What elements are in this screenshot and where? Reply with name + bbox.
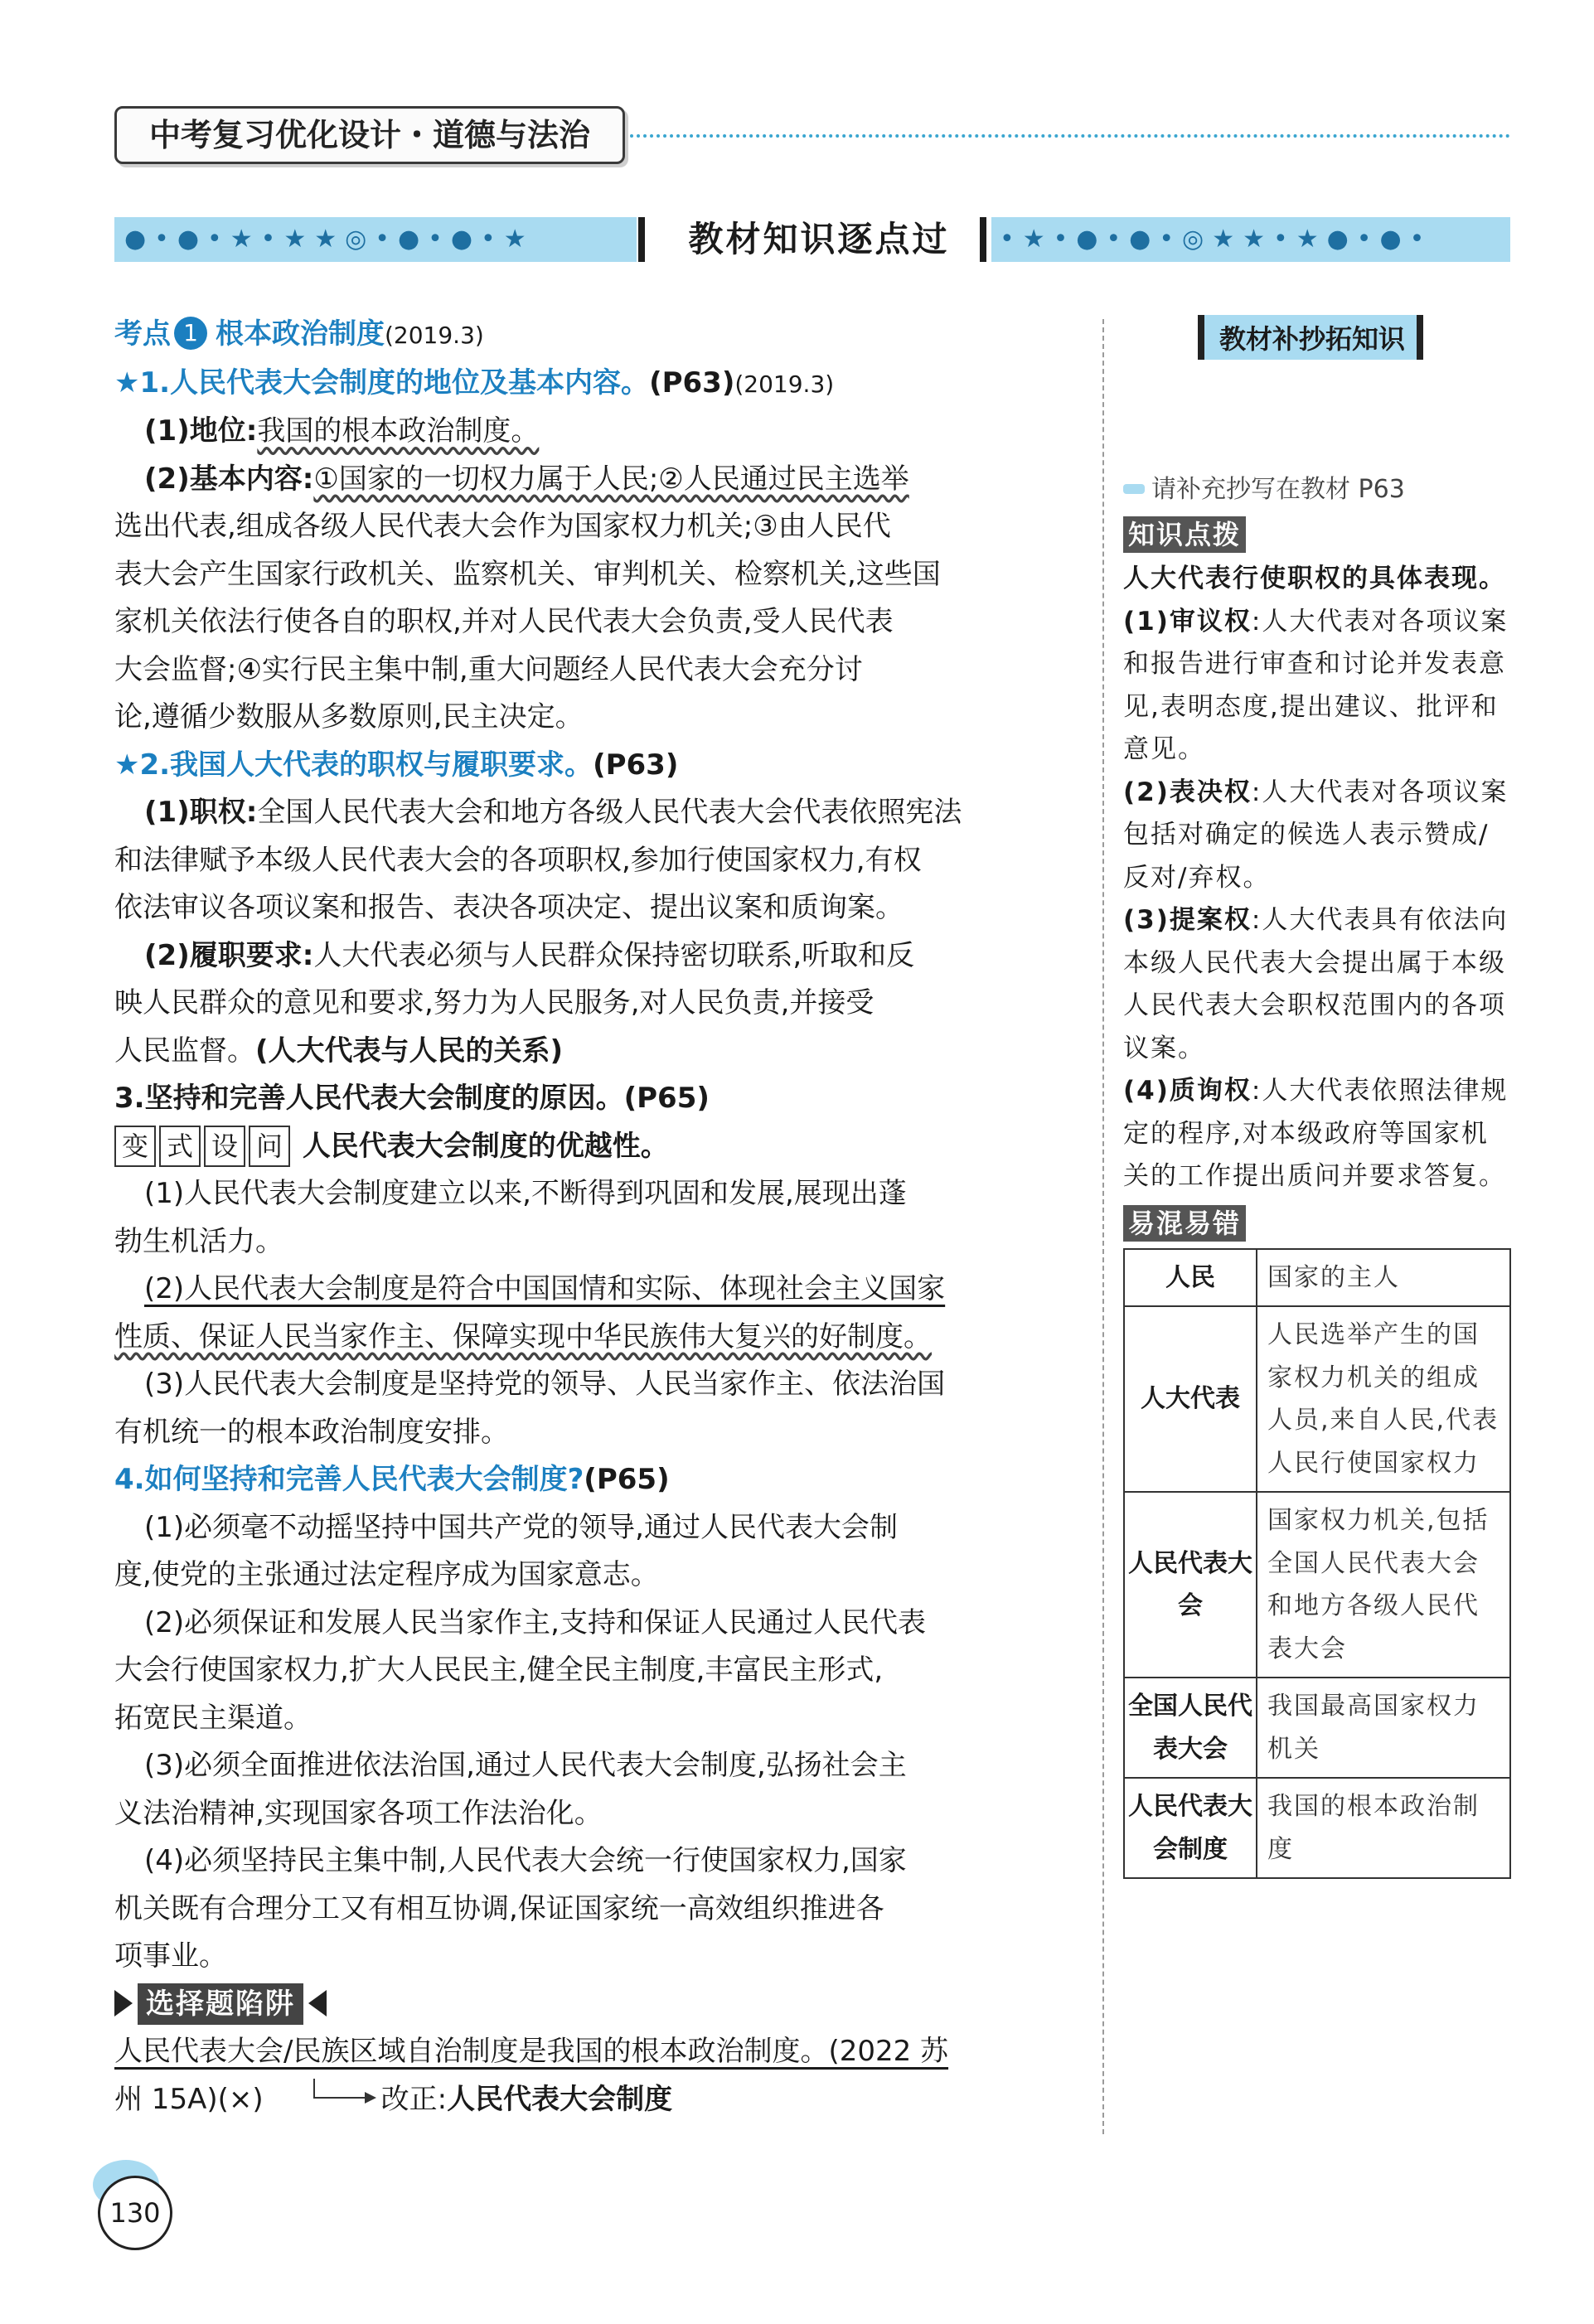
q4-point-2-line-1: (2)必须保证和发展人民当家作主,支持和保证人民通过人民代表 [144,1605,926,1639]
question-3-ref: (P65) [623,1082,710,1115]
table-value: 国家的主人 [1257,1249,1510,1307]
tip-item-text: :人大代表对各项议案和报告进行审查和讨论并发表意见,表明态度,提出建议、批评和意见。 [1123,606,1509,764]
q2-point-2-line-3-text: 人民监督。 [114,1034,255,1068]
q4-point-1-line-2: 度,使党的主张通过法定程序成为国家意志。 [114,1558,659,1591]
banner-decoration-right: •★•●•●•◎★★•★●•●• [991,217,1510,262]
question-1-year: (2019.3) [734,370,835,398]
topic-year: (2019.3) [385,322,484,349]
q2-point-1-text: 全国人民代表大会和地方各级人民代表大会代表依照宪法 [257,796,962,829]
q3-point-1-line-2: 勃生机活力。 [114,1224,283,1258]
q2-point-2-note: (人大代表与人民的关系) [255,1034,564,1068]
q2-point-2-line-1 [114,932,1084,980]
tip-item [1123,772,1513,900]
q2-point-1-line-2: 和法律赋予本级人民代表大会的各项职权,参加行使国家权力,有权 [114,843,922,877]
question-2-ref: (P63) [593,748,679,782]
tip-item-text: :人大代表依照法律规定的程序,对本级政府等国家机关的工作提出质问并要求答复。 [1123,1076,1509,1191]
side-column [1123,315,1513,1879]
table-row [1124,1306,1510,1492]
question-4-ref: (P65) [584,1463,670,1496]
main-column [114,311,1084,2123]
q2-point-2-line-3 [114,1028,1084,1076]
star-icon: ★ [114,748,140,782]
question-2-title: 2.我国人大代表的职权与履职要求。 [139,748,594,782]
pen-icon [1123,484,1145,494]
table-value: 我国最高国家权力机关 [1257,1678,1510,1778]
banner-bar-right [980,217,986,262]
header-dotted-rule [630,134,1510,138]
banner-decoration-left: ●•●•★•★★◎•●•●•★ [114,217,637,262]
table-key: 全国人民代表大会 [1124,1678,1257,1778]
q2-point-2-line-2: 映人民群众的意见和要求,努力为人民服务,对人民负责,并接受 [114,986,875,1019]
triangle-right-icon [114,1990,133,2017]
side-note-text: 请补充抄写在教材 P63 [1151,475,1405,504]
q1-point-1-text: 我国的根本政治制度。 [257,414,540,448]
tip-item-label: (1)审议权 [1123,606,1252,637]
trap-statement-line-1: 人民代表大会/民族区域自治制度是我国的根本政治制度。(2022 苏 [114,2035,949,2068]
tip-item [1123,899,1513,1070]
table-key: 人大代表 [1124,1306,1257,1492]
q3-point-2-line-2: 性质、保证人民当家作主、保障实现中华民族伟大复兴的好制度。 [114,1319,932,1353]
tip-item-text: :人大代表对各项议案包括对确定的候选人表示赞成/反对/弃权。 [1123,777,1509,893]
page-number: 130 [98,2176,172,2250]
table-row [1124,1678,1510,1778]
q1-point-2-line-1 [114,456,1084,504]
tip-item [1123,1070,1513,1198]
q4-point-2-line-3: 拓宽民主渠道。 [114,1701,312,1735]
question-2-heading [114,742,1084,790]
q4-point-4-line-2: 机关既有合理分工又有相互协调,保证国家统一高效组织推进各 [114,1891,884,1925]
table-key: 人民代表大会制度 [1124,1778,1257,1878]
confuse-tag: 易混易错 [1123,1205,1246,1242]
topic-name: 根本政治制度 [216,317,385,351]
variant-char: 式 [159,1126,201,1167]
q4-point-4-line-1: (4)必须坚持民主集中制,人民代表大会统一行使国家权力,国家 [144,1844,907,1877]
triangle-left-icon [308,1990,327,2017]
q1-point-2-line-2: 选出代表,组成各级人民代表大会作为国家权力机关;③由人民代 [114,510,891,543]
q1-point-2-label: (2)基本内容: [144,462,314,496]
correction-arrow-icon [313,2079,365,2099]
trap-source: 州 15A)(×) [114,2082,264,2116]
q1-point-2-line-3: 表大会产生国家行政机关、监察机关、审判机关、检察机关,这些国 [114,557,941,591]
variant-question-text: 人民代表大会制度的优越性。 [302,1129,669,1163]
q1-point-1 [114,408,1084,456]
tip-item-label: (3)提案权 [1123,905,1252,935]
tip-item-text: :人大代表具有依法向本级人民代表大会提出属于本级人民代表大会职权范围内的各项议案。 [1123,905,1509,1063]
q2-point-1-label: (1)职权: [144,796,258,829]
q3-point-3-line-2: 有机统一的根本政治制度安排。 [114,1415,509,1449]
question-1-ref: (P63) [649,366,735,399]
q2-point-2-text: 人大代表必须与人民群众保持密切联系,听取和反 [313,938,915,972]
tip-heading [1123,516,1513,553]
star-icon: ★ [114,366,140,399]
topic-number-badge: 1 [174,317,207,350]
q4-point-4-line-3: 项事业。 [114,1939,227,1973]
variant-char: 问 [249,1126,290,1167]
topic-heading [114,311,1084,360]
table-row [1124,1249,1510,1307]
question-4-title: 4.如何坚持和完善人民代表大会制度? [114,1463,584,1496]
confuse-heading [1123,1205,1513,1242]
variant-question [114,1123,1084,1171]
tip-tag: 知识点拨 [1123,516,1246,553]
q4-point-2-line-2: 大会行使国家权力,扩大人民民主,健全民主制度,丰富民主形式, [114,1653,884,1687]
correction-text: 人民代表大会制度 [447,2082,673,2116]
question-1-title: 1.人民代表大会制度的地位及基本内容。 [139,366,650,399]
banner-bar-left [638,217,645,262]
table-key: 人民代表大会 [1124,1492,1257,1678]
q1-point-1-label: (1)地位: [144,414,258,448]
q2-point-1-line-3: 依法审议各项议案和报告、表决各项决定、提出议案和质询案。 [114,891,904,924]
section-banner-title: 教材知识逐点过 [688,219,950,259]
q2-point-2-label: (2)履职要求: [144,938,314,972]
q2-point-1-line-1 [114,789,1084,837]
table-value: 我国的根本政治制度 [1257,1778,1510,1878]
trap-heading [114,1981,1084,2029]
column-divider [1102,319,1104,2134]
side-tag: 教材补抄拓知识 [1198,315,1423,360]
q1-point-2-line-5: 大会监督;④实行民主集中制,重大问题经人民代表大会充分讨 [114,652,863,686]
q1-point-2-text: ①国家的一切权力属于人民;②人民通过民主选举 [313,462,909,496]
tip-item-label: (2)表决权 [1123,777,1252,807]
table-value: 国家权力机关,包括全国人民代表大会和地方各级人民代表大会 [1257,1492,1510,1678]
question-3-heading [114,1075,1084,1123]
q4-point-3-line-1: (3)必须全面推进依法治国,通过人民代表大会制度,弘扬社会主 [144,1749,907,1782]
trap-tag: 选择题陷阱 [138,1983,303,2025]
q4-point-3-line-2: 义法治精神,实现国家各项工作法治化。 [114,1796,603,1830]
tip-item [1123,601,1513,772]
trap-statement-line-2 [114,2076,1084,2124]
table-row [1124,1778,1510,1878]
table-row [1124,1492,1510,1678]
q1-point-2-line-6: 论,遵循少数服从多数原则,民主决定。 [114,700,584,734]
question-3-title: 3.坚持和完善人民代表大会制度的原因。 [114,1082,624,1115]
correction-label: 改正: [380,2082,448,2116]
q3-point-2-line-1: (2)人民代表大会制度是符合中国国情和实际、体现社会主义国家 [144,1272,946,1305]
variant-char: 变 [114,1126,156,1167]
q3-point-3-line-1: (3)人民代表大会制度是坚持党的领导、人民当家作主、依法治国 [144,1368,946,1401]
tip-title: 人大代表行使职权的具体表现。 [1123,564,1506,593]
book-title: 中考复习优化设计・道德与法治 [114,106,625,164]
q3-point-1-line-1: (1)人民代表大会制度建立以来,不断得到巩固和发展,展现出蓬 [144,1177,907,1210]
table-value: 人民选举产生的国家权力机关的组成人员,来自人民,代表人民行使国家权力 [1257,1306,1510,1492]
question-4-heading [114,1456,1084,1504]
q1-point-2-line-4: 家机关依法行使各自的职权,并对人民代表大会负责,受人民代表 [114,605,894,638]
tip-item-label: (4)质询权 [1123,1076,1252,1106]
side-note [1123,472,1513,508]
topic-label: 考点 [114,317,171,351]
q4-point-1-line-1: (1)必须毫不动摇坚持中国共产党的领导,通过人民代表大会制 [144,1510,898,1544]
table-key: 人民 [1124,1249,1257,1307]
comparison-table [1123,1248,1511,1880]
question-1-heading [114,360,1084,409]
variant-char: 设 [204,1126,245,1167]
